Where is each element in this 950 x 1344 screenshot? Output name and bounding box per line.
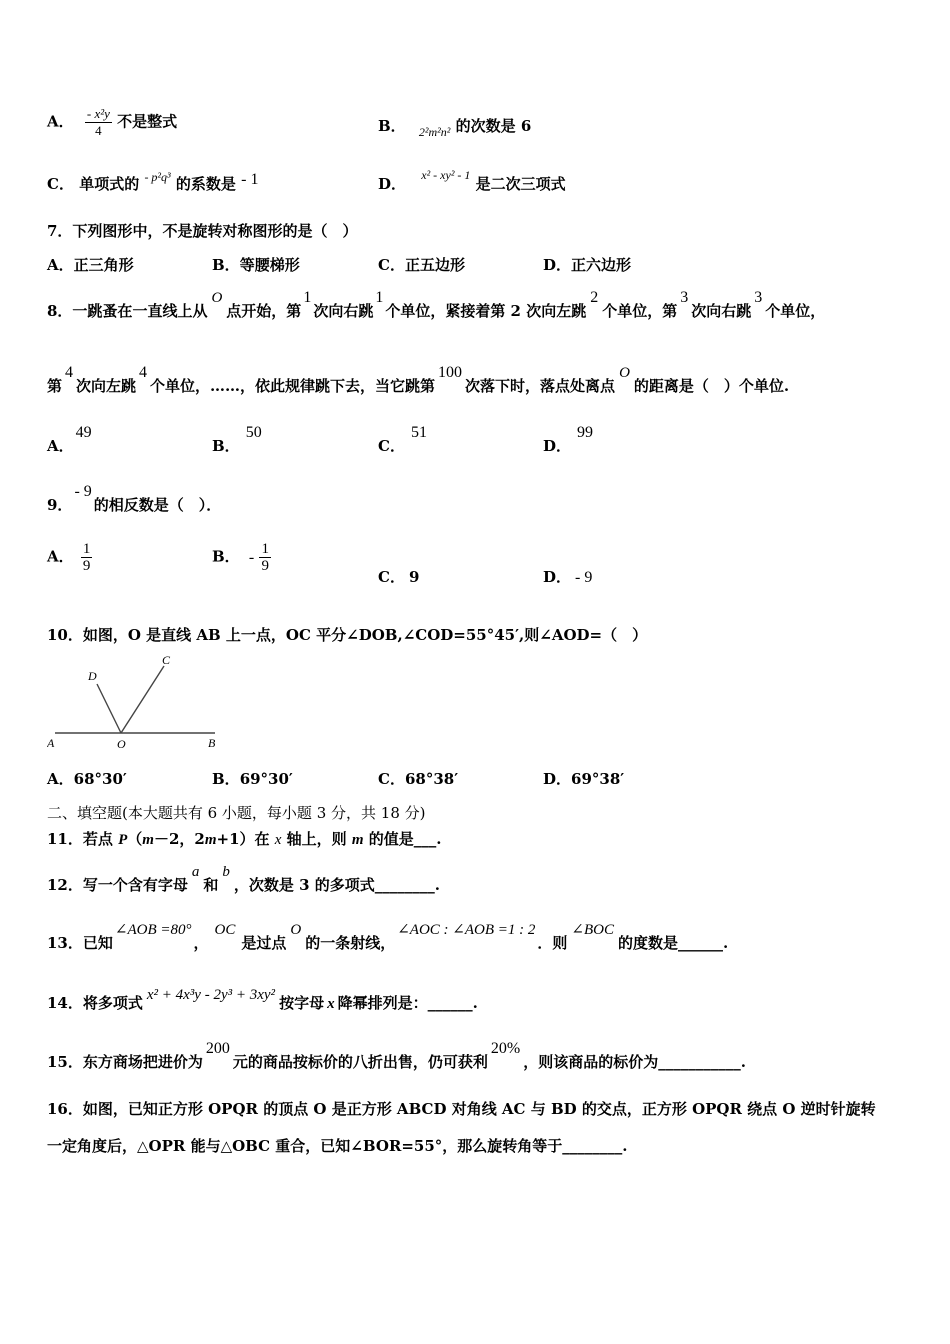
text: ， [193,934,209,952]
math-num: 200 [205,1040,230,1057]
option-label: D． [543,437,572,455]
math-var: a [191,864,200,880]
question-number: 9． [47,496,73,514]
q7-option-d [543,254,631,275]
q10-option-a [47,768,127,789]
text: 12．写一个含有字母 [47,876,188,894]
option-text: 正五边形 [404,256,465,274]
option-label: B． [212,437,240,455]
math-expression: ∠BOC [571,922,614,938]
q15-stem [47,1040,746,1072]
option-text: 等腰梯形 [239,256,300,274]
q10-option-b [212,768,293,789]
fraction [85,106,112,139]
option-value: 51 [410,424,427,441]
q7-option-a [47,254,134,275]
math-value: - 1 [241,171,259,188]
q6-option-c [47,170,259,194]
text: 次落下时，落点处离点 [465,377,616,395]
fraction [259,541,271,574]
text: 个单位， [765,302,826,320]
option-text: 正三角形 [73,256,134,274]
math-var: m [142,832,154,848]
text: 点开始，第 [226,302,302,320]
fraction [81,541,93,574]
text: 和 [203,876,219,894]
text: 的度数是______. [617,934,729,952]
option-label: B． [212,256,240,274]
option-text: 的系数是 [175,175,236,193]
text: 次向左跳 [76,377,137,395]
math-num: 3 [754,289,763,306]
section-heading: 二、填空题(本大题共有 6 小题，每小题 3 分，共 18 分) [47,804,426,822]
text: 轴上，则 [281,830,352,848]
q9-stem [47,483,222,515]
q11-stem [47,828,442,849]
q14-stem [47,987,478,1013]
numerator: 1 [82,541,91,557]
q8-option-d [543,424,594,456]
text: 14．将多项式 [47,994,143,1012]
option-value: 50 [245,424,262,441]
text: ，则该商品的标价为___________. [523,1053,746,1071]
option-label: C． [378,770,405,788]
option-label: D． [543,256,572,274]
label-a: A [47,736,55,750]
q9-option-c [378,566,419,587]
math-expression: ∠AOC : ∠AOB =1 : 2 [397,922,536,938]
text: 按字母 [279,994,325,1012]
q12-stem [47,864,440,895]
option-label: C． [378,256,405,274]
math-var: O [211,290,223,306]
denominator: 9 [261,558,269,574]
math-var: P [118,832,128,848]
option-value: - 9 [575,569,593,586]
option-label: D． [378,175,407,193]
q8-stem-line1 [47,289,826,321]
option-label: A． [47,770,74,788]
numerator: - x²y [86,106,110,121]
q10-option-d [543,768,624,789]
math-expression: x² - xy² - 1 [421,168,471,182]
ray-oc [121,666,164,733]
option-text: 69°38′ [571,770,625,788]
text: 11．若点 [47,830,119,848]
text: －2，2 [153,830,205,848]
option-label: A． [47,112,74,131]
math-num: 100 [438,364,463,381]
q6-option-d [378,168,566,194]
text: 的值是___. [363,830,442,848]
math-var: x [327,996,335,1012]
option-text: 单项式的 [79,175,140,193]
option-text: 不是整式 [117,112,178,131]
label-c: C [162,653,171,667]
text: 的相反数是（ ）． [93,496,222,514]
text: 降幂排列是：______. [337,994,478,1012]
text: 13．已知 [47,934,113,952]
text: 次向右跳 [691,302,752,320]
math-var: x [274,832,282,848]
math-var: m [204,832,217,848]
option-label: B． [378,117,406,135]
q7-option-c [378,254,465,275]
q6-option-b [378,115,532,139]
option-label: B． [212,770,240,788]
option-label: A． [47,437,74,455]
math-expression: x² + 4x³y - 2y³ + 3xy² [146,987,276,1003]
text: ，次数是 3 的多项式________. [233,876,440,894]
math-num: 1 [375,289,384,306]
option-text: 正六边形 [571,256,632,274]
option-label: B． [212,547,240,566]
option-value: 9 [408,568,420,586]
option-label: A． [47,547,74,566]
option-label: D． [543,770,572,788]
option-label: C． [378,437,405,455]
text: 15．东方商场把进价为 [47,1053,203,1071]
text: 的一条射线， [305,934,396,952]
math-num: 3 [680,289,689,306]
math-var: O [290,922,302,938]
option-value: 99 [577,424,594,441]
option-text: 68°38′ [404,770,459,788]
math-expression: - 9 [74,483,92,500]
math-expression: ∠AOB =80° [114,922,192,938]
q16-stem-line2: 一定角度后，△OPR 能与△OBC 重合，已知∠BOR=55°，那么旋转角等于________. [47,1137,628,1155]
text: 的距离是（ ）个单位. [633,377,790,395]
q9-option-a [47,541,92,574]
math-var: m [351,832,364,848]
label-o: O [117,737,126,751]
q10-stem: 10．如图，O 是直线 AB 上一点，OC 平分∠DOB,∠COD=55°45′,则∠AOD=（ ） [47,626,648,644]
q10-figure [47,652,227,760]
math-num: 4 [139,364,148,381]
text: +1）在 [216,830,275,848]
q9-option-d [543,566,592,587]
q8-option-b [212,424,262,456]
q9-option-b [212,541,271,574]
q8-option-a [47,424,92,456]
text: 次向右跳 [313,302,374,320]
math-num: 20% [490,1040,521,1057]
label-d: D [88,669,97,683]
q10-option-c [378,768,458,789]
q8-stem-line2 [47,364,790,396]
math-var: b [222,864,230,880]
label-b: B [208,736,216,750]
denominator: 4 [95,123,102,138]
text: 8．一跳蚤在一直线上从 [47,302,208,320]
math-num: 2 [590,289,599,306]
math-var: O [619,365,630,381]
option-label: C． [47,175,74,193]
option-label: C． [378,568,405,586]
option-value: 49 [75,424,92,441]
q7-option-b [212,254,300,275]
math-expression: OC [214,922,236,938]
math-num: 4 [65,364,74,381]
option-text: 是二次三项式 [475,175,566,193]
minus-sign: - [248,548,255,566]
text: 个单位，第 [602,302,678,320]
text: ．则 [537,934,568,952]
angle-diagram [47,652,227,756]
option-label: D． [543,568,572,586]
q13-stem [47,922,729,953]
text: 个单位，……，依此规律跳下去，当它跳第 [150,377,436,395]
text: 是过点 [241,934,287,952]
denominator: 9 [82,558,91,574]
text: 元的商品按标价的八折出售，仍可获利 [232,1053,488,1071]
ray-od [97,684,121,733]
option-text: 68°30′ [73,770,127,788]
text: （ [127,830,143,848]
option-label: A． [47,256,74,274]
option-text: 的次数是 6 [455,117,532,135]
q8-option-c [378,424,427,456]
q16-stem-line1: 16．如图，已知正方形 OPQR 的顶点 O 是正方形 ABCD 对角线 AC 与 BD 的交点，正方形 OPQR 绕点 O 逆时针旋转 [47,1100,876,1118]
math-expression: 2²m²n² [418,125,451,139]
q6-option-a [47,106,177,139]
text: 第 [47,377,63,395]
math-expression: - p²q³ [144,170,171,184]
math-num: 1 [303,289,312,306]
text: 个单位，紧接着第 2 次向左跳 [385,302,587,320]
numerator: 1 [261,541,269,557]
option-text: 69°30′ [239,770,293,788]
q7-stem: 7．下列图形中，不是旋转对称图形的是（ ） [47,222,358,240]
